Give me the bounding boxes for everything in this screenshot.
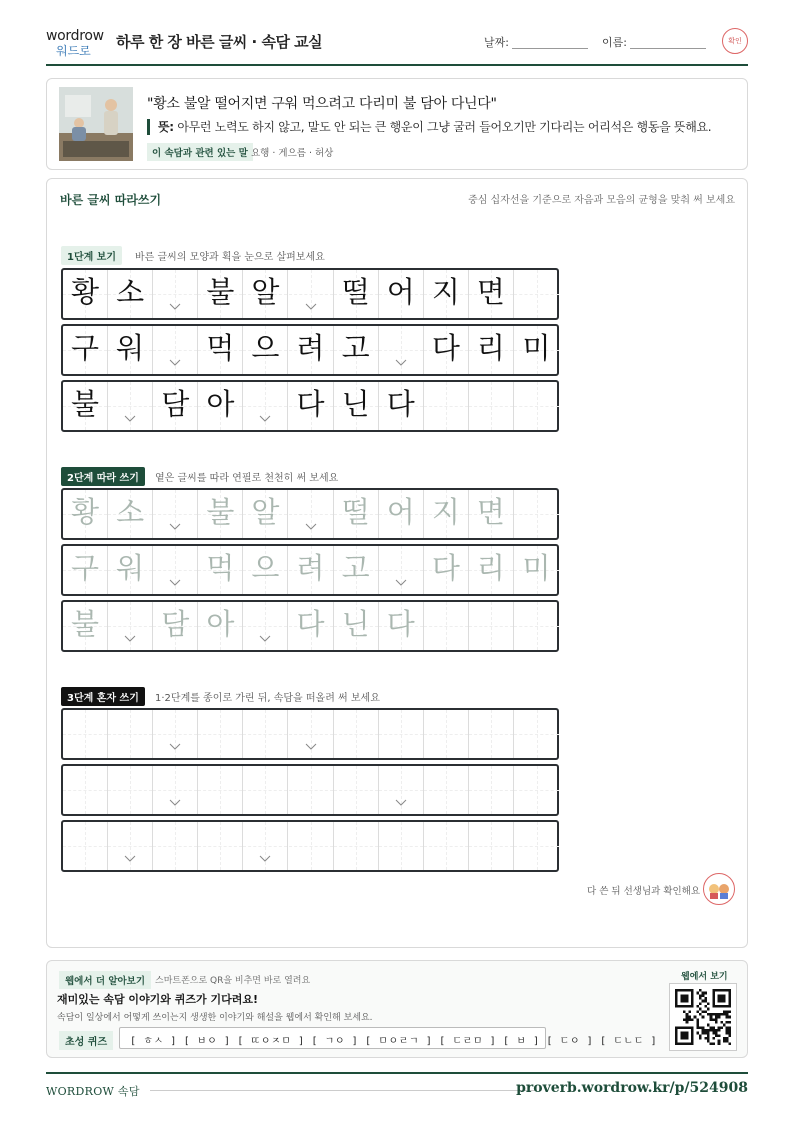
step-1-badge: 1단계 보기 xyxy=(61,246,122,265)
writing-cell[interactable] xyxy=(424,546,469,594)
writing-cell xyxy=(514,382,559,430)
writing-cell xyxy=(198,382,243,430)
footer-divider xyxy=(150,1090,536,1091)
writing-char: 소 xyxy=(116,275,145,309)
writing-row-trace[interactable] xyxy=(61,488,559,540)
logo-text: wordrow xyxy=(46,28,104,44)
writing-cell[interactable] xyxy=(289,710,334,758)
writing-char: 다 xyxy=(431,331,460,365)
writing-cell[interactable] xyxy=(289,602,334,650)
space-mark-icon xyxy=(125,636,135,642)
writing-char: 고 xyxy=(341,551,370,585)
space-mark-icon xyxy=(170,304,180,310)
writing-cell[interactable] xyxy=(153,490,198,538)
writing-cell[interactable] xyxy=(469,766,514,814)
writing-cell xyxy=(379,382,424,430)
space-mark-icon xyxy=(260,856,270,862)
writing-cell[interactable] xyxy=(379,490,424,538)
writing-cell xyxy=(198,270,243,318)
writing-cell[interactable] xyxy=(334,602,379,650)
writing-cell[interactable] xyxy=(469,602,514,650)
wordrow-logo[interactable] xyxy=(46,28,106,58)
date-label: 날짜: xyxy=(484,36,509,49)
writing-cell[interactable] xyxy=(514,822,559,870)
date-field[interactable] xyxy=(512,48,588,49)
web-more-desc: 속담이 일상에서 어떻게 쓰이는지 생생한 이야기와 해설을 웹에서 확인해 보세요. xyxy=(57,1013,373,1023)
writing-char: 고 xyxy=(341,331,370,365)
page-header xyxy=(46,22,748,66)
space-mark-icon xyxy=(125,416,135,422)
writing-char: 알 xyxy=(251,275,280,309)
writing-cell[interactable] xyxy=(334,766,379,814)
writing-char: 다 xyxy=(386,607,415,641)
writing-char: 소 xyxy=(116,495,145,529)
writing-char: 으 xyxy=(251,331,280,365)
chosung-quiz: [ ㅎㅅ ] [ ㅂㅇ ] [ ㄸㅇㅈㅁ ] [ ㄱㅇ ] [ ㅁㅇㄹㄱ ] [ ㄷㄹㅁ ] [ ㅂ ] [ ㄷㅇ ] [ ㄷㄴㄷ ] xyxy=(119,1027,546,1049)
writing-char: 불 xyxy=(206,275,235,309)
writing-cell xyxy=(63,270,108,318)
name-label: 이름: xyxy=(602,36,627,49)
writing-row-trace[interactable] xyxy=(61,544,559,596)
writing-cell[interactable] xyxy=(379,710,424,758)
writing-char: 먹 xyxy=(206,551,235,585)
writing-cell[interactable] xyxy=(198,710,243,758)
quiz-badge: 초성 퀴즈 xyxy=(59,1031,113,1050)
writing-cell[interactable] xyxy=(108,546,153,594)
writing-cell[interactable] xyxy=(469,822,514,870)
practice-hint: 중심 십자선을 기준으로 자음과 모음의 균형을 맞춰 써 보세요 xyxy=(468,195,735,206)
check-stamp-icon xyxy=(722,28,748,54)
writing-cell[interactable] xyxy=(424,490,469,538)
space-mark-icon xyxy=(170,800,180,806)
writing-cell[interactable] xyxy=(63,710,108,758)
writing-cell xyxy=(379,270,424,318)
logo-korean-text: 워드로 xyxy=(56,44,91,58)
writing-cell[interactable] xyxy=(198,546,243,594)
writing-char: 어 xyxy=(386,495,415,529)
related-words: 요행 · 게으름 · 허상 xyxy=(251,148,334,159)
writing-char: 담 xyxy=(161,387,190,421)
writing-char: 려 xyxy=(296,551,325,585)
meaning-label: 뜻: xyxy=(158,120,174,134)
writing-cell xyxy=(243,270,288,318)
space-mark-icon xyxy=(260,636,270,642)
space-mark-icon xyxy=(170,524,180,530)
writing-cell[interactable] xyxy=(243,546,288,594)
space-mark-icon xyxy=(396,580,406,586)
writing-cell[interactable] xyxy=(514,602,559,650)
name-field[interactable] xyxy=(630,48,706,49)
meaning-text: 아무런 노력도 하지 않고, 말도 안 되는 큰 행운이 그냥 굴러 들어오기만 기다리는 어리석은 행동을 뜻해요. xyxy=(177,120,712,134)
writing-char: 리 xyxy=(476,551,505,585)
writing-cell[interactable] xyxy=(153,766,198,814)
step-2-desc: 옅은 글씨를 따라 연필로 천천히 써 보세요 xyxy=(155,473,339,484)
proverb-meaning xyxy=(147,119,711,135)
writing-cell[interactable] xyxy=(379,822,424,870)
writing-row-model xyxy=(61,380,559,432)
writing-char: 떨 xyxy=(341,275,370,309)
writing-char: 아 xyxy=(206,607,235,641)
writing-char: 다 xyxy=(296,387,325,421)
space-mark-icon xyxy=(170,360,180,366)
writing-cell[interactable] xyxy=(243,822,288,870)
writing-cell[interactable] xyxy=(153,602,198,650)
writing-cell[interactable] xyxy=(514,766,559,814)
writing-char: 먹 xyxy=(206,331,235,365)
web-more-badge: 웹에서 더 알아보기 xyxy=(59,971,151,989)
writing-char: 어 xyxy=(386,275,415,309)
writing-char: 면 xyxy=(476,495,505,529)
writing-char: 알 xyxy=(251,495,280,529)
writing-char: 리 xyxy=(476,331,505,365)
kids-stamp-icon xyxy=(703,873,735,905)
writing-char: 닌 xyxy=(341,607,370,641)
writing-cell[interactable] xyxy=(198,602,243,650)
space-mark-icon xyxy=(260,416,270,422)
writing-cell xyxy=(243,326,288,374)
writing-cell[interactable] xyxy=(243,602,288,650)
writing-row-blank[interactable] xyxy=(61,820,559,872)
space-mark-icon xyxy=(306,744,316,750)
writing-cell[interactable] xyxy=(108,602,153,650)
writing-cell[interactable] xyxy=(424,602,469,650)
writing-cell[interactable] xyxy=(379,546,424,594)
writing-char: 아 xyxy=(206,387,235,421)
space-mark-icon xyxy=(125,856,135,862)
footer-url[interactable]: proverb.wordrow.kr/p/524908 xyxy=(516,1080,748,1096)
writing-cell[interactable] xyxy=(289,546,334,594)
writing-cell xyxy=(108,326,153,374)
space-mark-icon xyxy=(306,304,316,310)
writing-char: 면 xyxy=(476,275,505,309)
writing-cell[interactable] xyxy=(108,490,153,538)
writing-cell xyxy=(153,326,198,374)
writing-cell[interactable] xyxy=(289,822,334,870)
writing-cell[interactable] xyxy=(334,710,379,758)
writing-row-model xyxy=(61,268,559,320)
web-more-title: 재미있는 속담 이야기와 퀴즈가 기다려요! xyxy=(57,993,258,1006)
writing-cell xyxy=(63,326,108,374)
writing-cell[interactable] xyxy=(243,490,288,538)
writing-row-trace[interactable] xyxy=(61,600,559,652)
page-title: 하루 한 장 바른 글씨 · 속담 교실 xyxy=(116,33,323,51)
writing-cell xyxy=(289,382,334,430)
writing-cell xyxy=(243,382,288,430)
writing-cell[interactable] xyxy=(108,822,153,870)
writing-cell[interactable] xyxy=(469,546,514,594)
writing-char: 담 xyxy=(161,607,190,641)
writing-char: 지 xyxy=(431,495,460,529)
writing-cell[interactable] xyxy=(514,490,559,538)
writing-cell[interactable] xyxy=(63,602,108,650)
writing-row-model xyxy=(61,324,559,376)
writing-char: 불 xyxy=(71,387,100,421)
qr-hint: 스마트폰으로 QR을 비추면 바로 열려요 xyxy=(155,976,311,986)
web-more-panel xyxy=(46,960,748,1058)
writing-cell[interactable] xyxy=(63,490,108,538)
writing-cell[interactable] xyxy=(63,822,108,870)
illustration-image xyxy=(59,87,133,161)
writing-cell[interactable] xyxy=(469,710,514,758)
writing-char: 다 xyxy=(296,607,325,641)
writing-cell[interactable] xyxy=(153,822,198,870)
writing-cell[interactable] xyxy=(153,710,198,758)
writing-cell[interactable] xyxy=(63,546,108,594)
writing-char: 다 xyxy=(386,387,415,421)
writing-cell[interactable] xyxy=(424,822,469,870)
writing-cell[interactable] xyxy=(198,766,243,814)
writing-char: 워 xyxy=(116,551,145,585)
writing-cell xyxy=(334,326,379,374)
writing-cell[interactable] xyxy=(424,766,469,814)
qr-code-icon[interactable] xyxy=(669,983,737,1051)
writing-cell[interactable] xyxy=(289,490,334,538)
writing-cell xyxy=(469,326,514,374)
writing-cell xyxy=(334,382,379,430)
proverb-card xyxy=(46,78,748,170)
writing-char: 불 xyxy=(71,607,100,641)
page-footer xyxy=(46,1072,748,1102)
writing-char: 불 xyxy=(206,495,235,529)
writing-cell[interactable] xyxy=(289,766,334,814)
writing-char: 구 xyxy=(71,331,100,365)
writing-cell xyxy=(514,270,559,318)
writing-char: 황 xyxy=(71,275,100,309)
writing-cell xyxy=(424,326,469,374)
writing-cell[interactable] xyxy=(469,490,514,538)
writing-cell[interactable] xyxy=(63,766,108,814)
writing-char: 다 xyxy=(431,551,460,585)
writing-cell[interactable] xyxy=(379,602,424,650)
writing-cell xyxy=(424,270,469,318)
proverb-illustration xyxy=(59,87,133,161)
writing-cell[interactable] xyxy=(424,710,469,758)
stamp-text: 확인 xyxy=(728,37,742,45)
writing-cell xyxy=(289,270,334,318)
related-words-badge: 이 속담과 관련 있는 말 xyxy=(147,143,253,161)
writing-cell xyxy=(108,382,153,430)
done-note: 다 쓴 뒤 선생님과 확인해요 xyxy=(587,886,701,897)
footer-brand: WORDROW 속담 xyxy=(46,1085,140,1098)
writing-char: 려 xyxy=(296,331,325,365)
space-mark-icon xyxy=(170,580,180,586)
writing-cell[interactable] xyxy=(334,546,379,594)
step-2-badge: 2단계 따라 쓰기 xyxy=(61,467,145,486)
writing-cell[interactable] xyxy=(153,546,198,594)
writing-cell xyxy=(63,382,108,430)
writing-cell[interactable] xyxy=(243,766,288,814)
writing-char: 미 xyxy=(522,551,551,585)
writing-cell[interactable] xyxy=(198,822,243,870)
writing-cell xyxy=(289,326,334,374)
writing-char: 닌 xyxy=(341,387,370,421)
writing-cell[interactable] xyxy=(108,766,153,814)
space-mark-icon xyxy=(396,360,406,366)
writing-cell[interactable] xyxy=(334,490,379,538)
practice-title: 바른 글씨 따라쓰기 xyxy=(60,193,162,207)
writing-cell[interactable] xyxy=(334,822,379,870)
writing-char: 구 xyxy=(71,551,100,585)
writing-cell[interactable] xyxy=(514,546,559,594)
writing-char: 황 xyxy=(71,495,100,529)
space-mark-icon xyxy=(306,524,316,530)
writing-cell xyxy=(379,326,424,374)
writing-cell xyxy=(198,326,243,374)
writing-char: 으 xyxy=(251,551,280,585)
writing-cell xyxy=(469,270,514,318)
writing-cell xyxy=(153,382,198,430)
writing-cell xyxy=(153,270,198,318)
space-mark-icon xyxy=(170,744,180,750)
practice-section xyxy=(46,178,748,948)
writing-cell xyxy=(514,326,559,374)
step-1-desc: 바른 글씨의 모양과 획을 눈으로 살펴보세요 xyxy=(135,252,325,263)
writing-cell xyxy=(334,270,379,318)
writing-cell xyxy=(108,270,153,318)
writing-char: 미 xyxy=(522,331,551,365)
writing-cell xyxy=(424,382,469,430)
writing-char: 떨 xyxy=(341,495,370,529)
writing-cell[interactable] xyxy=(108,710,153,758)
writing-cell[interactable] xyxy=(198,490,243,538)
space-mark-icon xyxy=(396,800,406,806)
web-view-label: 웹에서 보기 xyxy=(681,972,728,982)
writing-cell[interactable] xyxy=(243,710,288,758)
proverb-text: "황소 불알 떨어지면 구워 먹으려고 다리미 불 담아 다닌다" xyxy=(147,96,497,112)
writing-cell[interactable] xyxy=(379,766,424,814)
writing-char: 워 xyxy=(116,331,145,365)
step-3-desc: 1·2단계를 종이로 가린 뒤, 속담을 떠올려 써 보세요 xyxy=(155,693,380,704)
writing-cell xyxy=(469,382,514,430)
step-3-badge: 3단계 혼자 쓰기 xyxy=(61,687,145,706)
writing-row-blank[interactable] xyxy=(61,764,559,816)
writing-char: 지 xyxy=(431,275,460,309)
writing-cell[interactable] xyxy=(514,710,559,758)
writing-row-blank[interactable] xyxy=(61,708,559,760)
